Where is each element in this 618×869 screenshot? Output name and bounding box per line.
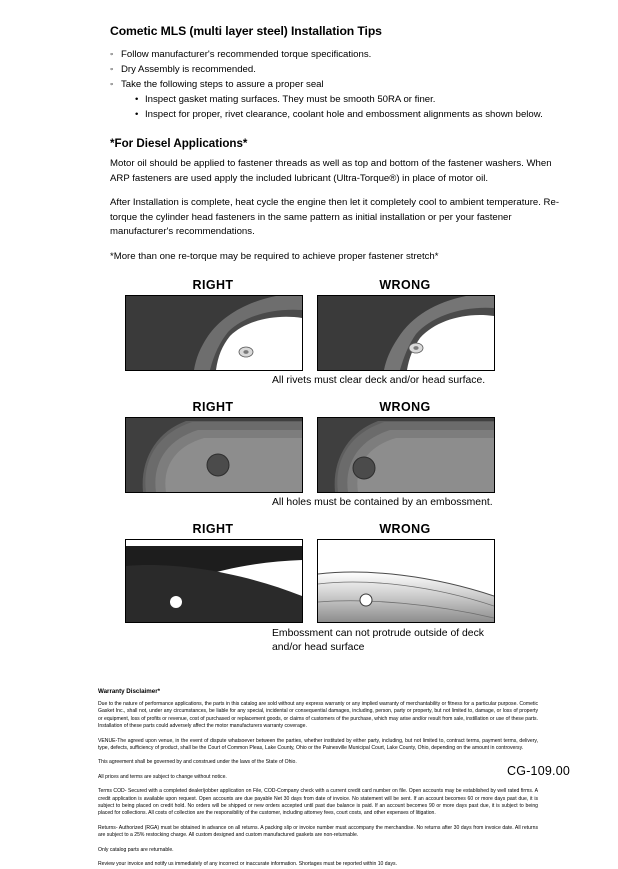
figure-image-right-holes (125, 417, 303, 493)
figure-row-rivets (40, 278, 578, 371)
figure-section (40, 278, 578, 654)
caption-embossment-line1: Embossment can not protrude outside of deck (272, 628, 484, 639)
page-title: Cometic MLS (multi layer steel) Installation Tips (110, 24, 382, 38)
figure-label-right: RIGHT (192, 278, 234, 292)
warranty-paragraph: Returns- Authorized (RGA) must be obtained in advance on all returns. A packing slip or invoice number must accompany the merchandise. No returns after 30 days from invoice date. All returns are subject to a 25% restocking charge. All custom designed and custom manufactured gaskets are non-returnable. (98, 824, 538, 839)
caption-holes: All holes must be contained by an embossment. (272, 497, 493, 508)
figure-wrong-holes (317, 400, 493, 493)
caption-rivets: All rivets must clear deck and/or head surface. (272, 375, 486, 386)
warranty-paragraph: Due to the nature of performance applications, the parts in this catalog are sold without any express warranty or any implied warranty of merchantability or fitness for a particular purpose. Cometic Gasket Inc., shall not, under any circumstances, be liable for any special, incidental or consequential damages, including, person, party or property, but not limited to, damage, or loss of property or equipment, loss of profits or revenue, cost of purchased or replacement goods, or claims of customers of the purchase, which may arise and/or result from sale, instillation or use of these parts. Installation of these parts could adversely affect the motor manufacturers warranty coverage. (98, 701, 538, 730)
warranty-section (98, 688, 538, 869)
figure-wrong-rivets (317, 278, 493, 371)
diesel-heading: *For Diesel Applications* (110, 137, 248, 150)
list-item (135, 92, 578, 107)
diesel-paragraph-2: After Installation is complete, heat cycle the engine then let it completely cool to ambient temperature. Re-torque the cylinder head fasteners in the same pattern as initial installation or per your fastener manufacturer's recommendations. (110, 197, 560, 237)
figure-wrong-embossment (317, 522, 493, 623)
subbullet-text: Inspect gasket mating surfaces. They must be smooth 50RA or finer. (145, 94, 436, 105)
bullet-text: Follow manufacturer's recommended torque specifications. (121, 49, 372, 60)
list-item (110, 77, 578, 122)
warranty-heading: Warranty Disclaimer* (98, 688, 161, 695)
warranty-paragraph: Only catalog parts are returnable. (98, 846, 174, 853)
figure-right-rivets (125, 278, 301, 371)
figure-right-embossment (125, 522, 301, 623)
figure-image-right-rivets (125, 295, 303, 371)
figure-label-wrong: WRONG (379, 278, 431, 292)
diesel-paragraph-3: *More than one re-torque may be required to achieve proper fastener stretch* (110, 250, 439, 262)
document-number: CG-109.00 (507, 764, 570, 778)
figure-image-right-embossment (125, 539, 303, 623)
figure-row-holes (40, 400, 578, 493)
figure-label-wrong: WRONG (379, 400, 431, 414)
figure-image-wrong-rivets (317, 295, 495, 371)
tips-list (110, 47, 578, 122)
warranty-paragraph: Terms COD- Secured with a completed dealer/jobber application on File, COD-Company check with a current credit card number on file. Open accounts may be established by well rated firms. A credit application is available upon request. Open accounts are due payable Net 30 days from date of invoice. No statement will be sent. If an account becomes 60 or more days past due, it is subject to being placed on credit hold. No orders will be shipped or new orders accepted until past due balance is paid. If an account becomes 90 or more days past due, it is subject to being placed for collections. All costs of collection are the responsibility of the customer, including attorney fees, court costs, and other expenses of litigation. (98, 788, 538, 817)
figure-image-wrong-embossment (317, 539, 495, 623)
figure-right-holes (125, 400, 301, 493)
warranty-paragraph: Review your invoice and notify us immediately of any incorrect or inaccurate information. Shortages must be reported within 10 days. (98, 861, 397, 868)
caption-embossment (40, 627, 578, 654)
subbullet-text: Inspect for proper, rivet clearance, coolant hole and embossment alignments as shown below. (145, 109, 543, 120)
warranty-paragraph: This agreement shall be governed by and construed under the laws of the State of Ohio. (98, 759, 297, 766)
figure-label-wrong: WRONG (379, 522, 431, 536)
figure-row-embossment (40, 522, 578, 623)
list-item (110, 47, 578, 62)
bullet-text: Take the following steps to assure a proper seal (121, 79, 324, 90)
figure-label-right: RIGHT (192, 522, 234, 536)
list-item (135, 107, 578, 122)
warranty-paragraph: VENUE-The agreed upon venue, in the event of dispute whatsoever between the parties, whether instituted by either party, including, but not limited to, contract terms, payment terms, delivery, type, defects, sufficiency of product, shall be the Court of Common Pleas, Lake County, Ohio or the Painesville Municipal Court, Lake County, Ohio, depending on the amount in controversy. (98, 737, 538, 752)
diesel-paragraph-1: Motor oil should be applied to fastener threads as well as top and bottom of the fastener washers. When ARP fasteners are used apply the included lubricant (Ultra-Torque®) in place of motor oil. (110, 158, 552, 184)
list-item (110, 62, 578, 77)
tips-sublist (121, 92, 578, 122)
figure-image-wrong-holes (317, 417, 495, 493)
figure-label-right: RIGHT (192, 400, 234, 414)
bullet-text: Dry Assembly is recommended. (121, 64, 256, 75)
warranty-paragraph: All prices and terms are subject to change without notice. (98, 773, 227, 780)
caption-embossment-line2: and/or head surface (272, 641, 365, 653)
